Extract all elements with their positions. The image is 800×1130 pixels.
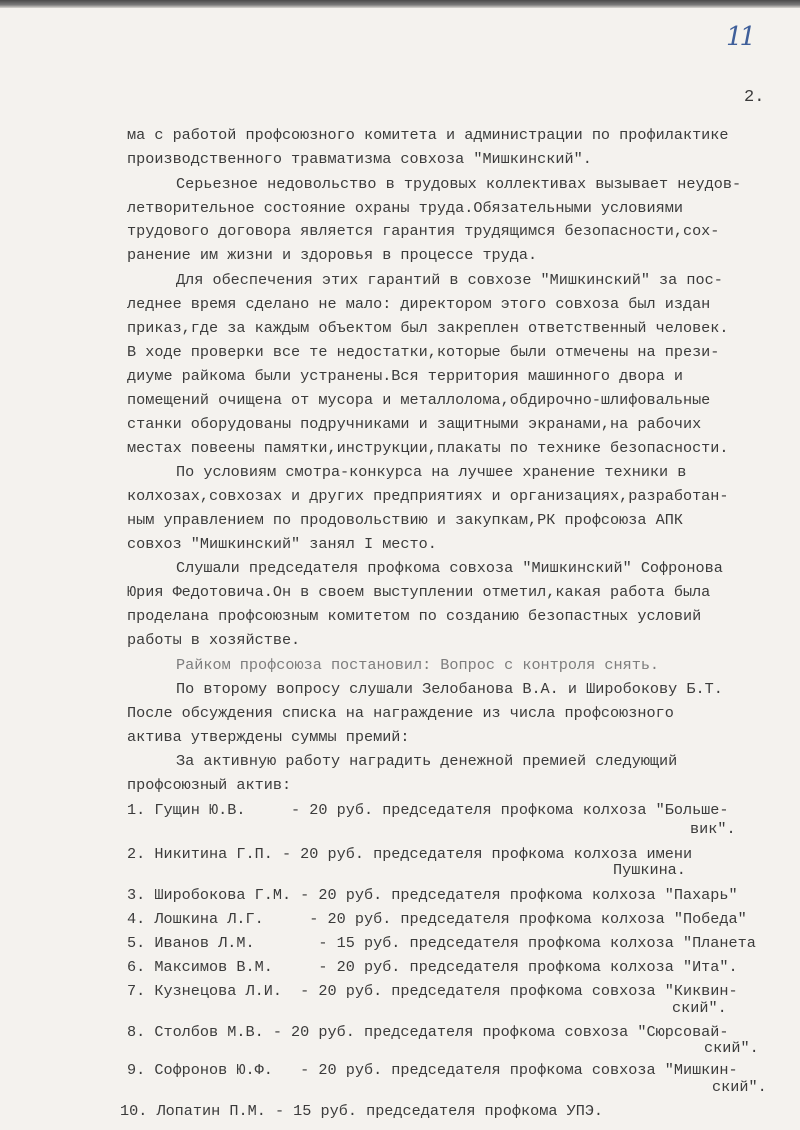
- award-item: 1. Гущин Ю.В. - 20 руб. председателя профкома колхоза "Большe-: [127, 801, 729, 819]
- body-line: леднее время сделано не мало: директором этого совхоза был издан: [127, 295, 711, 313]
- body-line: За активную работу наградить денежной премией следующий: [176, 752, 678, 770]
- body-line: Юрия Федотовича.Он в своем выступлении отметил,какая работа была: [127, 583, 711, 601]
- award-item-continuation: ский".: [704, 1039, 759, 1057]
- award-item-continuation: ский".: [712, 1078, 767, 1096]
- body-line: профсоюзный актив:: [127, 776, 292, 794]
- award-item-continuation: вик".: [690, 820, 736, 838]
- body-line: колхозах,совхозах и других предприятиях и организациях,разработан-: [127, 487, 729, 505]
- body-line: Райком профсоюза постановил: Вопрос с контроля снять.: [176, 656, 660, 674]
- body-line: ным управлением по продовольствию и закупкам,РК профсоюза АПК: [127, 511, 683, 529]
- award-item: 2. Никитина Г.П. - 20 руб. председателя профкома колхоза имени: [127, 845, 693, 863]
- body-line: После обсуждения списка на награждение из числа профсоюзного: [127, 704, 674, 722]
- body-line: Слушали председателя профкома совхоза "Мишкинский" Софронова: [176, 559, 723, 577]
- body-line: Серьезное недовольство в трудовых коллективах вызывает неудов-: [176, 175, 742, 193]
- body-line: По второму вопросу слушали Зелобанова В.А. и Широбокову Б.Т.: [176, 680, 723, 698]
- body-line: В ходе проверки все те недостатки,которые были отмечены на прези-: [127, 343, 720, 361]
- body-line: актива утверждены суммы премий:: [127, 728, 410, 746]
- body-line: приказ,где за каждым объектом был закреплен ответственный человек.: [127, 319, 729, 337]
- body-line: Для обеспечения этих гарантий в совхозе "Мишкинский" за пос-: [176, 271, 723, 289]
- award-item-continuation: ский".: [672, 999, 727, 1017]
- award-item: 8. Столбов М.В. - 20 руб. председателя профкома совхоза "Сюрсовай-: [127, 1023, 729, 1041]
- body-line: помещений очищена от мусора и металлолома,обдирочно-шлифовальные: [127, 391, 711, 409]
- award-item-continuation: Пушкина.: [613, 861, 686, 879]
- body-line: трудового договора является гарантия трудящимся безопасности,сох-: [127, 222, 720, 240]
- handwritten-page-annotation: 11: [726, 22, 754, 52]
- body-line: ранение им жизни и здоровья в процессе труда.: [127, 246, 538, 264]
- award-item: 6. Максимов В.М. - 20 руб. председателя профкома колхоза "Ита".: [127, 958, 738, 976]
- body-line: ма с работой профсоюзного комитета и администрации по профилактике: [127, 126, 729, 144]
- body-line: работы в хозяйстве.: [127, 631, 301, 649]
- award-item: 4. Лошкина Л.Г. - 20 руб. председателя профкома колхоза "Победа": [127, 910, 747, 928]
- body-line: диуме райкома были устранены.Вся территория машинного двора и: [127, 367, 683, 385]
- award-item: 10. Лопатин П.М. - 15 руб. председателя профкома УПЭ.: [120, 1102, 604, 1120]
- body-line: совхоз "Мишкинский" занял I место.: [127, 535, 437, 553]
- scan-top-edge: [0, 0, 800, 8]
- body-line: проделана профсоюзным комитетом по созданию безопастных условий: [127, 607, 702, 625]
- page-number: 2.: [744, 88, 765, 107]
- body-line: станки оборудованы подручниками и защитными экранами,на рабочих: [127, 415, 702, 433]
- body-line: По условиям смотра-конкурса на лучшее хранение техники в: [176, 463, 687, 481]
- award-item: 5. Иванов Л.М. - 15 руб. председателя профкома колхоза "Планета: [127, 934, 756, 952]
- body-line: производственного травматизма совхоза "Мишкинский".: [127, 150, 592, 168]
- body-line: летворительное состояние охраны труда.Обязательными условиями: [127, 199, 683, 217]
- award-item: 9. Софронов Ю.Ф. - 20 руб. председателя профкома совхоза "Мишкин-: [127, 1061, 738, 1079]
- award-item: 3. Широбокова Г.М. - 20 руб. председателя профкома колхоза "Пахарь": [127, 886, 738, 904]
- award-item: 7. Кузнецова Л.И. - 20 руб. председателя профкома совхоза "Киквин-: [127, 982, 738, 1000]
- body-line: местах повеены памятки,инструкции,плакаты по технике безопасности.: [127, 439, 729, 457]
